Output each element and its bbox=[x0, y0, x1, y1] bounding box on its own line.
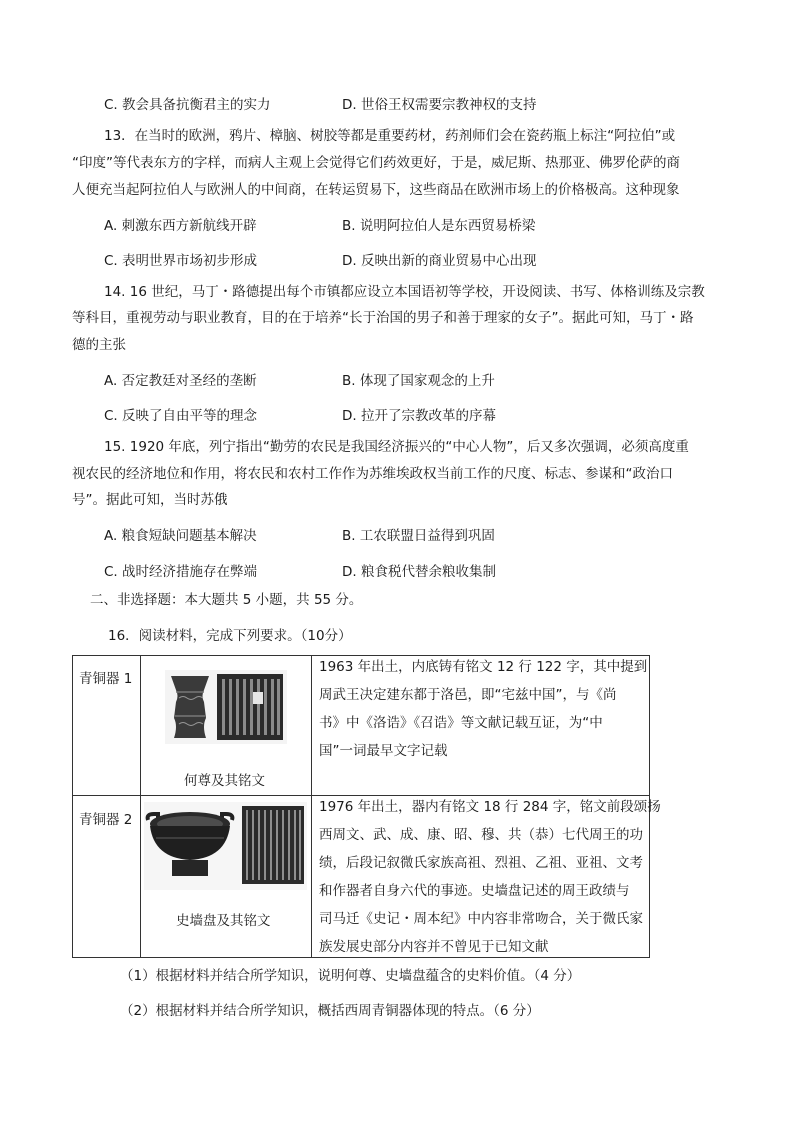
row-1-desc-line: 1963 年出土，内底铸有铭文 12 行 122 字，其中提到 bbox=[319, 659, 648, 675]
shi-qiang-pan-image bbox=[144, 802, 307, 890]
q13-stem-line-3: 人便充当起阿拉伯人与欧洲人的中间商，在转运贸易下，这些商品在欧洲市场上的价格极高。这种现象 bbox=[72, 182, 680, 198]
q15-stem-line-1: 15. 1920 年底，列宁指出“勤劳的农民是我国经济振兴的“中心人物”，后又多次强调，必须高度重 bbox=[104, 439, 689, 455]
q13-option-d: D. 反映出新的商业贸易中心出现 bbox=[342, 253, 537, 269]
q13-option-b: B. 说明阿拉伯人是东西贸易桥梁 bbox=[342, 218, 536, 234]
row-1-desc-line: 周武王决定建东都于洛邑，即“宅兹中国”，与《尚 bbox=[319, 687, 617, 703]
q15-option-c: C. 战时经济措施存在弊端 bbox=[104, 564, 258, 580]
q13-stem-line-2: “印度”等代表东方的字样，而病人主观上会觉得它们药效更好，于是，威尼斯、热那亚、佛罗伦萨的商 bbox=[72, 155, 680, 171]
q14-stem-line-3: 德的主张 bbox=[72, 337, 126, 353]
q14-option-c: C. 反映了自由平等的理念 bbox=[104, 408, 258, 424]
q12-option-d: D. 世俗王权需要宗教神权的支持 bbox=[342, 97, 537, 113]
q16-subquestion-2: （2）根据材料并结合所学知识，概括西周青铜器体现的特点。（6 分） bbox=[120, 1003, 540, 1019]
table-divider bbox=[311, 656, 312, 957]
q14-option-d: D. 拉开了宗教改革的序幕 bbox=[342, 408, 496, 424]
q16-stem: 16．阅读材料，完成下列要求。（10分） bbox=[108, 628, 352, 644]
row-2-label: 青铜器 2 bbox=[79, 812, 133, 828]
q15-stem-line-2: 视农民的经济地位和作用，将农民和农村工作作为苏维埃政权当前工作的尺度、标志、参谋和“政治口 bbox=[72, 466, 673, 482]
he-zun-image bbox=[165, 670, 287, 744]
row-1-desc-line: 国”一词最早文字记载 bbox=[319, 743, 448, 759]
table-divider bbox=[140, 656, 141, 957]
row-1-description bbox=[319, 653, 649, 765]
row-1-caption: 何尊及其铭文 bbox=[184, 773, 265, 789]
q14-stem-line-2: 等科目，重视劳动与职业教育，目的在于培养“长于治国的男子和善于理家的女子”。据此可知，马丁・路 bbox=[72, 310, 694, 326]
q14-option-b: B. 体现了国家观念的上升 bbox=[342, 373, 495, 389]
q15-stem-line-3: 号”。据此可知，当时苏俄 bbox=[72, 492, 228, 508]
q15-option-b: B. 工农联盟日益得到巩固 bbox=[342, 528, 495, 544]
row-2-desc-line: 西周文、武、成、康、昭、穆、共（恭）七代周王的功 bbox=[319, 827, 643, 843]
row-1-label: 青铜器 1 bbox=[79, 671, 133, 687]
section-heading: 二、非选择题：本大题共 5 小题，共 55 分。 bbox=[90, 592, 363, 608]
row-2-desc-line: 1976 年出土，器内有铭文 18 行 284 字，铭文前段颂扬 bbox=[319, 799, 661, 815]
row-2-desc-line: 和作器者自身六代的事迹。史墙盘记述的周王政绩与 bbox=[319, 883, 630, 899]
bronze-table bbox=[72, 655, 661, 958]
row-1-desc-line: 书》中《洛诰》《召诰》等文献记载互证，为“中 bbox=[319, 715, 603, 731]
row-2-desc-line: 族发展史部分内容并不曾见于已知文献 bbox=[319, 939, 549, 955]
row-2-desc-line: 司马迁《史记・周本纪》中内容非常吻合，关于微氏家 bbox=[319, 911, 643, 927]
row-2-caption: 史墙盘及其铭文 bbox=[176, 913, 271, 929]
q14-option-a: A. 否定教廷对圣经的垄断 bbox=[104, 373, 257, 389]
q14-stem-line-1: 14. 16 世纪，马丁・路德提出每个市镇都应设立本国语初等学校，开设阅读、书写、体格训练及宗教 bbox=[104, 284, 705, 300]
row-2-description bbox=[319, 793, 661, 961]
q15-option-d: D. 粮食税代替余粮收集制 bbox=[342, 564, 496, 580]
q13-option-a: A. 刺激东西方新航线开辟 bbox=[104, 218, 257, 234]
q16-subquestion-1: （1）根据材料并结合所学知识，说明何尊、史墙盘蕴含的史料价值。（4 分） bbox=[120, 968, 581, 984]
q13-option-c: C. 表明世界市场初步形成 bbox=[104, 253, 258, 269]
q13-stem-line-1: 13．在当时的欧洲，鸦片、樟脑、树胶等都是重要药材，药剂师们会在瓷药瓶上标注“阿拉伯”或 bbox=[104, 128, 676, 144]
q12-option-c: C. 教会具备抗衡君主的实力 bbox=[104, 97, 271, 113]
row-2-desc-line: 绩，后段记叙微氏家族高祖、烈祖、乙祖、亚祖、文考 bbox=[319, 855, 643, 871]
q15-option-a: A. 粮食短缺问题基本解决 bbox=[104, 528, 257, 544]
